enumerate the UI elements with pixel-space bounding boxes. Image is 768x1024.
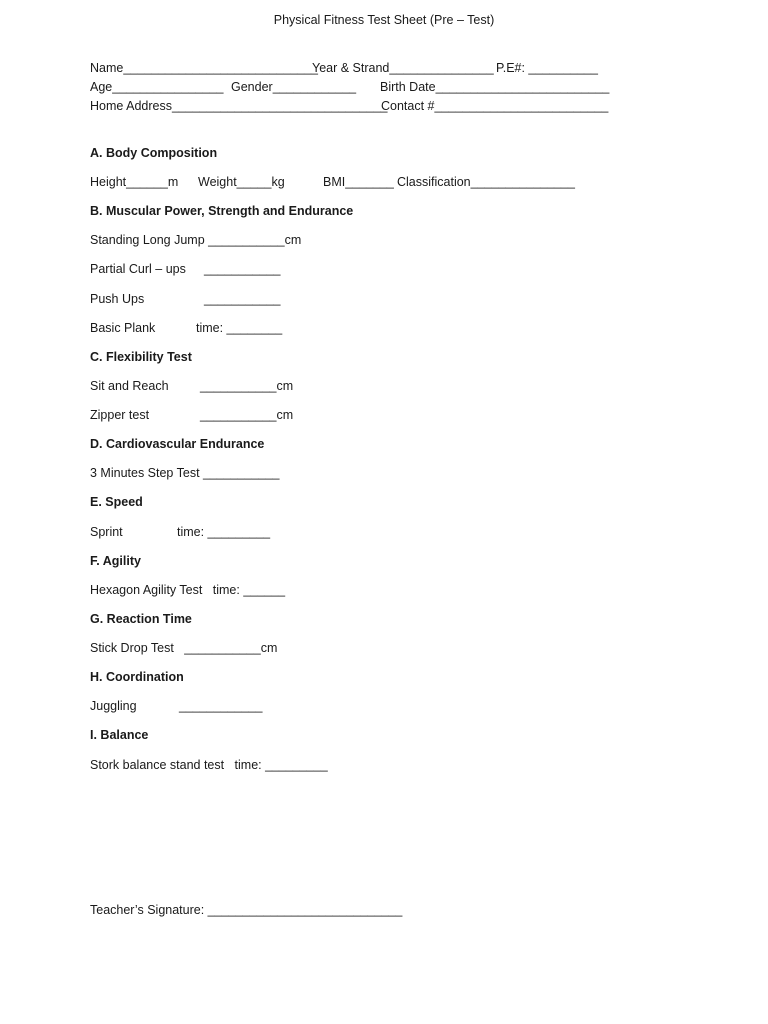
year-strand-field[interactable]: Year & Strand_______________ bbox=[312, 61, 494, 75]
step-test-field[interactable]: 3 Minutes Step Test ___________ bbox=[90, 466, 280, 480]
push-ups-blank[interactable]: ___________ bbox=[204, 292, 281, 306]
pe-number-field[interactable]: P.E#: __________ bbox=[496, 61, 598, 75]
basic-plank-label: Basic Plank bbox=[90, 321, 156, 335]
sprint-label: Sprint bbox=[90, 525, 123, 539]
juggling-blank[interactable]: ____________ bbox=[179, 699, 263, 713]
age-field[interactable]: Age________________ bbox=[90, 80, 224, 94]
partial-curl-ups-label: Partial Curl – ups bbox=[90, 262, 186, 276]
name-field[interactable]: Name____________________________ bbox=[90, 61, 318, 75]
contact-field[interactable]: Contact #_________________________ bbox=[381, 99, 609, 113]
zipper-test-label: Zipper test bbox=[90, 408, 150, 422]
section-heading-agility: F. Agility bbox=[90, 554, 141, 568]
juggling-label: Juggling bbox=[90, 699, 137, 713]
stork-balance-field[interactable]: Stork balance stand test time: _________ bbox=[90, 758, 328, 772]
section-heading-reaction-time: G. Reaction Time bbox=[90, 612, 192, 626]
stick-drop-field[interactable]: Stick Drop Test ___________cm bbox=[90, 641, 278, 655]
sit-and-reach-label: Sit and Reach bbox=[90, 379, 169, 393]
section-heading-speed: E. Speed bbox=[90, 495, 143, 509]
hexagon-agility-field[interactable]: Hexagon Agility Test time: ______ bbox=[90, 583, 286, 597]
birth-date-field[interactable]: Birth Date_________________________ bbox=[380, 80, 610, 94]
page-title: Physical Fitness Test Sheet (Pre – Test) bbox=[273, 13, 495, 27]
partial-curl-ups-blank[interactable]: ___________ bbox=[204, 262, 281, 276]
weight-field[interactable]: Weight_____kg bbox=[198, 175, 285, 189]
section-heading-muscular: B. Muscular Power, Strength and Endurance bbox=[90, 204, 354, 218]
section-heading-cardiovascular: D. Cardiovascular Endurance bbox=[90, 437, 265, 451]
sprint-blank[interactable]: time: _________ bbox=[177, 525, 271, 539]
basic-plank-blank[interactable]: time: ________ bbox=[196, 321, 283, 335]
push-ups-label: Push Ups bbox=[90, 292, 145, 306]
height-field[interactable]: Height______m bbox=[90, 175, 179, 189]
classification-field[interactable]: Classification_______________ bbox=[397, 175, 575, 189]
standing-long-jump-field[interactable]: Standing Long Jump ___________cm bbox=[90, 233, 302, 247]
bmi-field[interactable]: BMI_______ bbox=[323, 175, 394, 189]
sit-and-reach-blank[interactable]: ___________cm bbox=[200, 379, 294, 393]
section-heading-flexibility: C. Flexibility Test bbox=[90, 350, 192, 364]
gender-field[interactable]: Gender____________ bbox=[231, 80, 357, 94]
home-address-field[interactable]: Home Address_______________________________ bbox=[90, 99, 388, 113]
section-heading-balance: I. Balance bbox=[90, 728, 149, 742]
zipper-test-blank[interactable]: ___________cm bbox=[200, 408, 294, 422]
section-heading-coordination: H. Coordination bbox=[90, 670, 184, 684]
teacher-signature-field[interactable]: Teacher’s Signature: ____________________________ bbox=[90, 903, 403, 917]
section-heading-body-composition: A. Body Composition bbox=[90, 146, 218, 160]
